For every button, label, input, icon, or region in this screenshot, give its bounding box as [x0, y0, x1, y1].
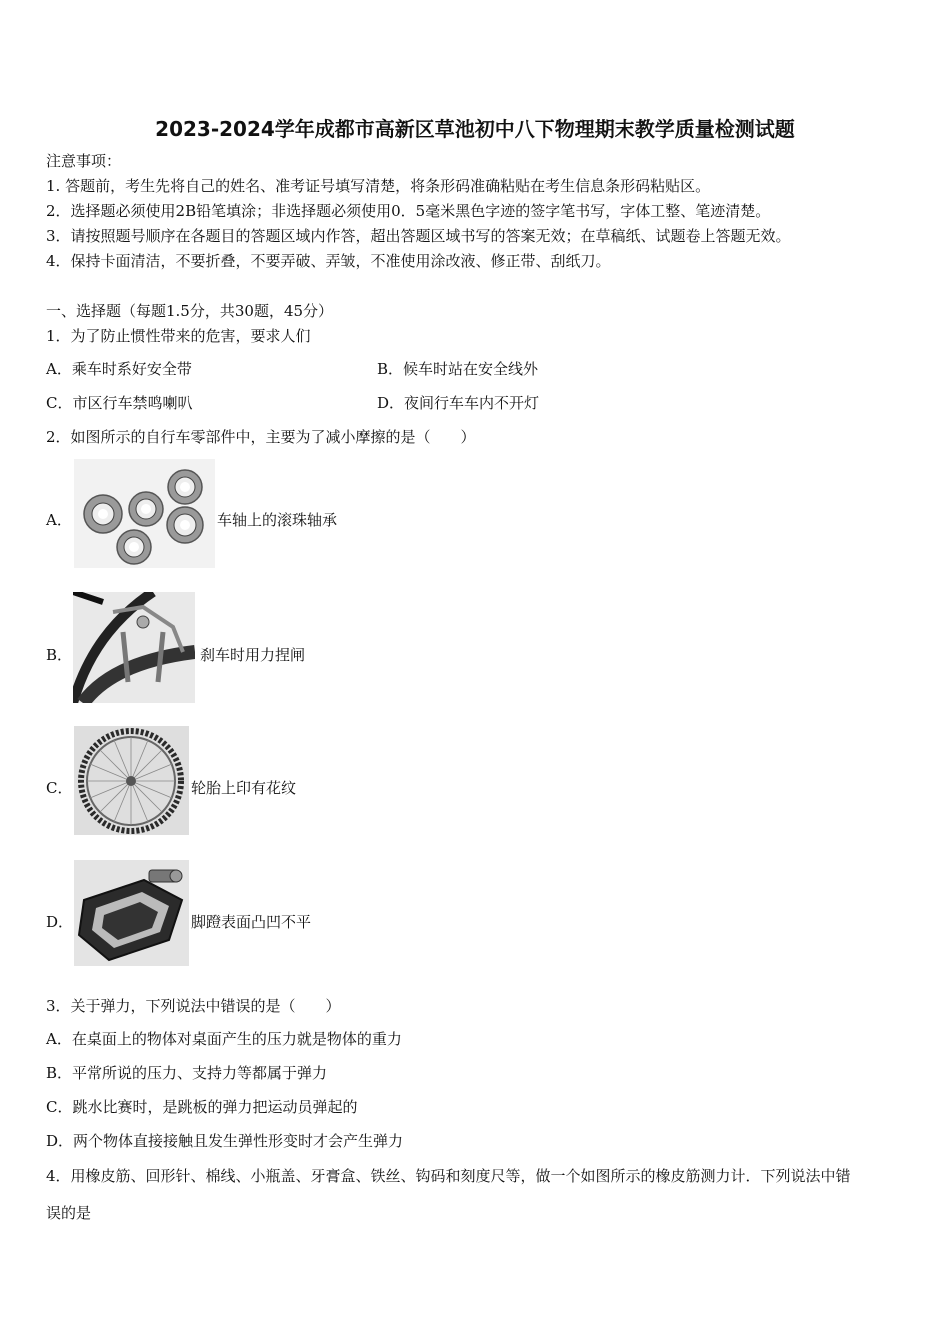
notice-heading: 注意事项：: [46, 152, 122, 170]
q1-stem: 1．为了防止惯性带来的危害，要求人们: [46, 327, 311, 345]
notice-item-3: 3．请按照题号顺序在各题目的答题区域内作答，超出答题区域书写的答案无效；在草稿纸、试题卷上答题无效。: [46, 227, 791, 245]
q2-option-d-letter: D．: [46, 913, 74, 931]
q2-option-a-text: 车轴上的滚珠轴承: [217, 511, 338, 529]
notice-item-2: 2．选择题必须使用2B铅笔填涂；非选择题必须使用0．5毫米黑色字迹的签字笔书写，字体工整、笔迹清楚。: [46, 202, 771, 220]
q3-option-d: D．两个物体直接接触且发生弹性形变时才会产生弹力: [46, 1132, 404, 1150]
q2-option-b-text: 刹车时用力捏闸: [200, 646, 306, 664]
bicycle-wheel-image: [74, 726, 189, 835]
q1-option-c: C．市区行车禁鸣喇叭: [46, 394, 193, 412]
bicycle-brake-image: [73, 592, 195, 703]
section-heading: 一、选择题（每题1.5分，共30题，45分）: [46, 302, 334, 320]
notice-item-1: 1. 答题前，考生先将自己的姓名、准考证号填写清楚，将条形码准确粘贴在考生信息条形码粘贴区。: [46, 177, 711, 195]
q2-stem: 2．如图所示的自行车零部件中，主要为了减小摩擦的是（ ）: [46, 428, 476, 446]
q1-option-b: B．候车时站在安全线外: [377, 360, 539, 378]
q3-option-c: C．跳水比赛时，是跳板的弹力把运动员弹起的: [46, 1098, 358, 1116]
q2-option-b-letter: B．: [46, 646, 73, 664]
q3-option-a: A．在桌面上的物体对桌面产生的压力就是物体的重力: [46, 1030, 402, 1048]
q2-option-c-letter: C．: [46, 779, 73, 797]
q2-option-d-text: 脚蹬表面凸凹不平: [191, 913, 312, 931]
q4-stem-line1: 4．用橡皮筋、回形针、棉线、小瓶盖、牙膏盒、铁丝、钩码和刻度尺等，做一个如图所示的橡皮筋测力计．下列说法中错: [46, 1167, 851, 1185]
q2-option-a-letter: A．: [46, 511, 72, 529]
bicycle-pedal-image: [74, 860, 189, 966]
q1-option-d: D．夜间行车车内不开灯: [377, 394, 540, 412]
page-title: 2023-2024学年成都市高新区草池初中八下物理期末教学质量检测试题: [155, 117, 795, 141]
notice-item-4: 4．保持卡面清洁，不要折叠，不要弄破、弄皱，不准使用涂改液、修正带、刮纸刀。: [46, 252, 611, 270]
q2-option-c-text: 轮胎上印有花纹: [191, 779, 297, 797]
q3-stem: 3．关于弹力，下列说法中错误的是（ ）: [46, 997, 341, 1015]
q3-option-b: B．平常所说的压力、支持力等都属于弹力: [46, 1064, 328, 1082]
q1-option-a: A．乘车时系好安全带: [46, 360, 192, 378]
q4-stem-line2: 误的是: [46, 1204, 92, 1222]
ball-bearings-image: [74, 459, 215, 568]
